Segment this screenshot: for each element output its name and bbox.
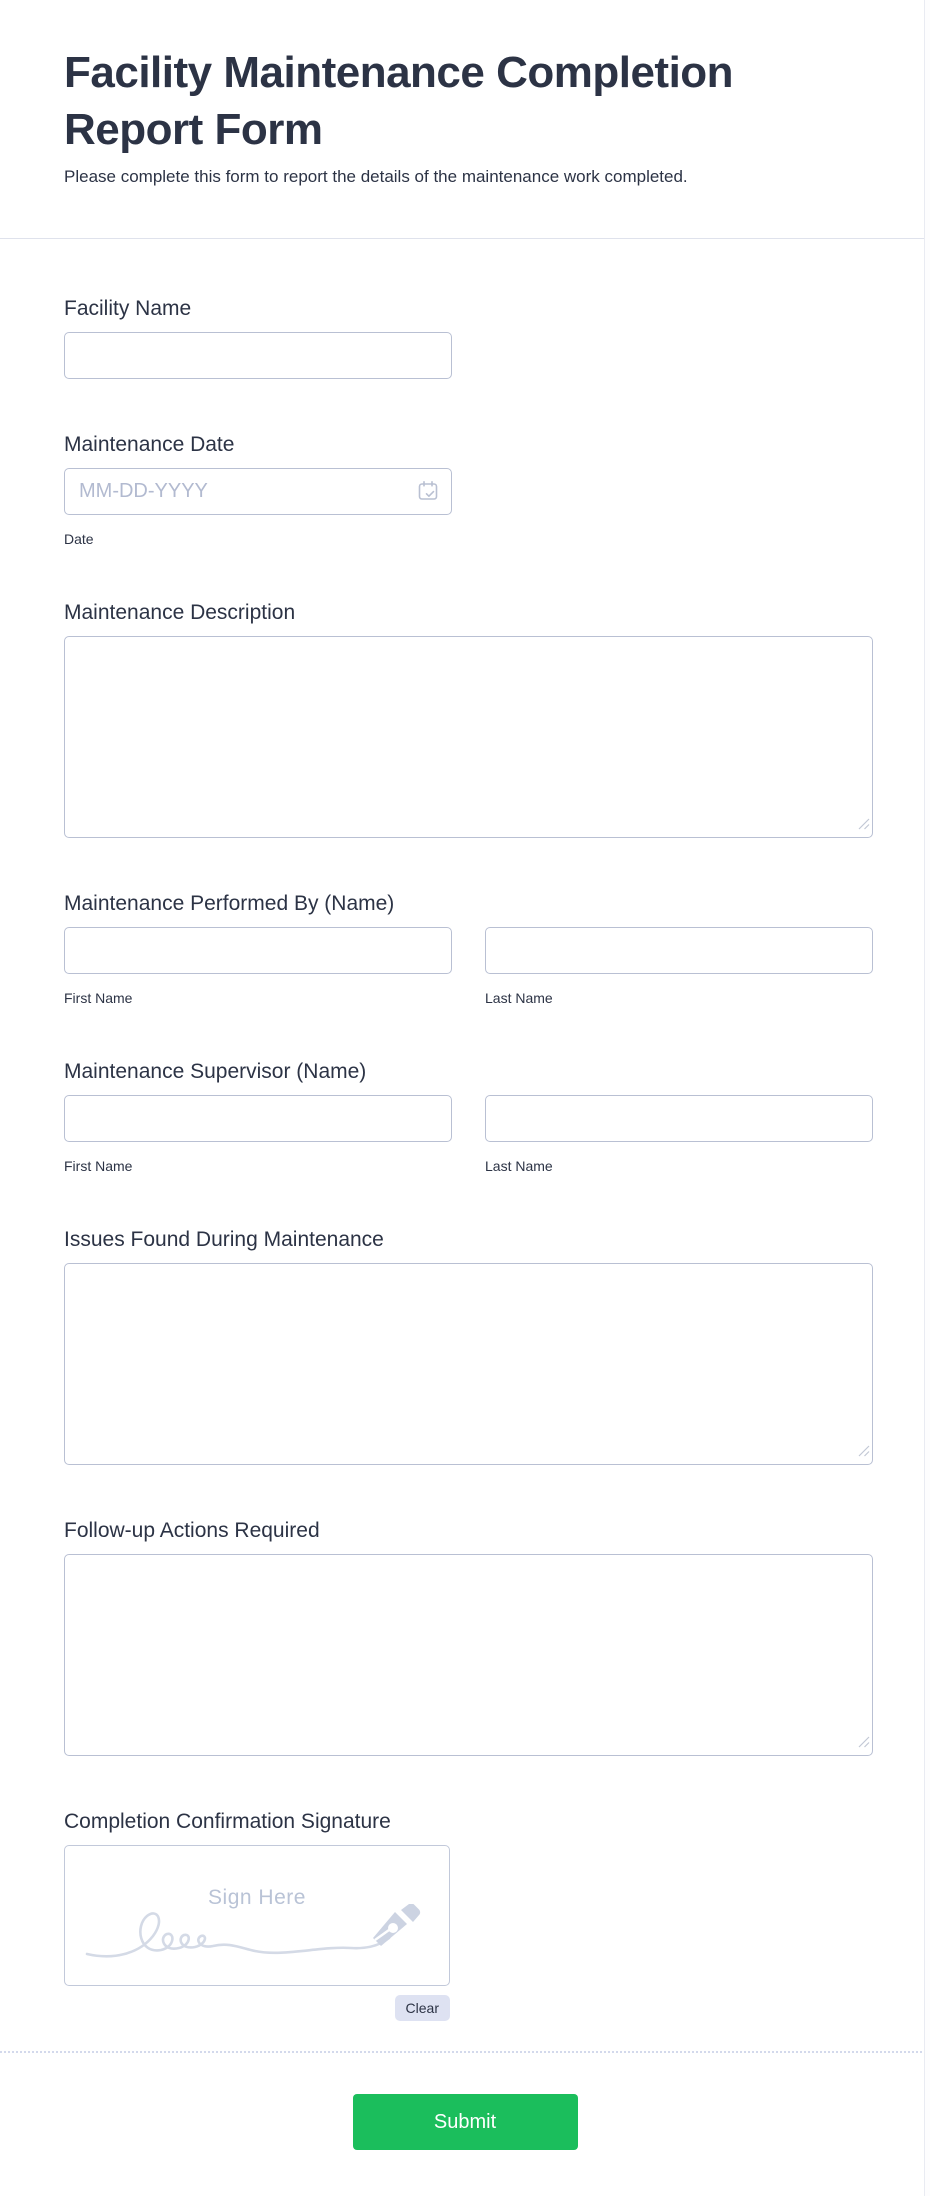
last-name-sublabel: Last Name (485, 990, 553, 1007)
date-sublabel: Date (64, 531, 94, 548)
pen-nib-icon (371, 1904, 427, 1955)
maintenance-date-input[interactable] (64, 468, 452, 515)
sign-here-text: Sign Here (208, 1886, 306, 1910)
last-name-column (485, 927, 873, 1006)
textarea-wrapper (64, 1263, 873, 1465)
facility-name-label: Facility Name (64, 297, 192, 321)
form-subtitle: Please complete this form to report the details of the maintenance work completed. (64, 167, 688, 187)
follow-up-label: Follow-up Actions Required (64, 1519, 320, 1543)
performed-by-field (64, 890, 873, 1006)
supervisor-field (64, 1058, 873, 1174)
form-header (0, 0, 930, 238)
issues-found-textarea[interactable] (64, 1263, 873, 1465)
signature-label: Completion Confirmation Signature (64, 1810, 391, 1834)
maintenance-description-label: Maintenance Description (64, 601, 296, 625)
maintenance-description-textarea[interactable] (64, 636, 873, 838)
maintenance-date-field (64, 431, 873, 547)
clear-button[interactable]: Clear (395, 1995, 450, 2021)
performed-by-label: Maintenance Performed By (Name) (64, 892, 395, 916)
follow-up-field (64, 1517, 873, 1756)
performed-by-first-name-input[interactable] (64, 927, 452, 974)
supervisor-label: Maintenance Supervisor (Name) (64, 1060, 367, 1084)
form-body (0, 239, 930, 2051)
textarea-wrapper (64, 1554, 873, 1756)
first-name-sublabel: First Name (64, 990, 133, 1007)
facility-name-field (64, 295, 873, 379)
facility-name-input[interactable] (64, 332, 452, 379)
submit-button[interactable]: Submit (353, 2094, 578, 2150)
name-row (64, 927, 873, 1006)
calendar-check-icon[interactable] (416, 479, 440, 508)
maintenance-description-field (64, 599, 873, 838)
submit-section (0, 2053, 930, 2150)
signature-field (64, 1808, 873, 2021)
performed-by-last-name-input[interactable] (485, 927, 873, 974)
page-right-edge (924, 0, 930, 2196)
supervisor-first-name-input[interactable] (64, 1095, 452, 1142)
signature-clear-row (64, 1995, 450, 2021)
signature-pad[interactable] (64, 1845, 450, 1986)
first-name-column (64, 1095, 452, 1174)
issues-found-field (64, 1226, 873, 1465)
maintenance-date-label: Maintenance Date (64, 433, 235, 457)
supervisor-last-name-input[interactable] (485, 1095, 873, 1142)
form-title: Facility Maintenance Completion Report Form (64, 48, 734, 155)
follow-up-textarea[interactable] (64, 1554, 873, 1756)
last-name-column (485, 1095, 873, 1174)
textarea-wrapper (64, 636, 873, 838)
last-name-sublabel: Last Name (485, 1158, 553, 1175)
first-name-sublabel: First Name (64, 1158, 133, 1175)
name-row (64, 1095, 873, 1174)
signature-squiggle (83, 1896, 393, 1973)
first-name-column (64, 927, 452, 1006)
issues-found-label: Issues Found During Maintenance (64, 1228, 384, 1252)
date-input-wrapper (64, 468, 452, 515)
